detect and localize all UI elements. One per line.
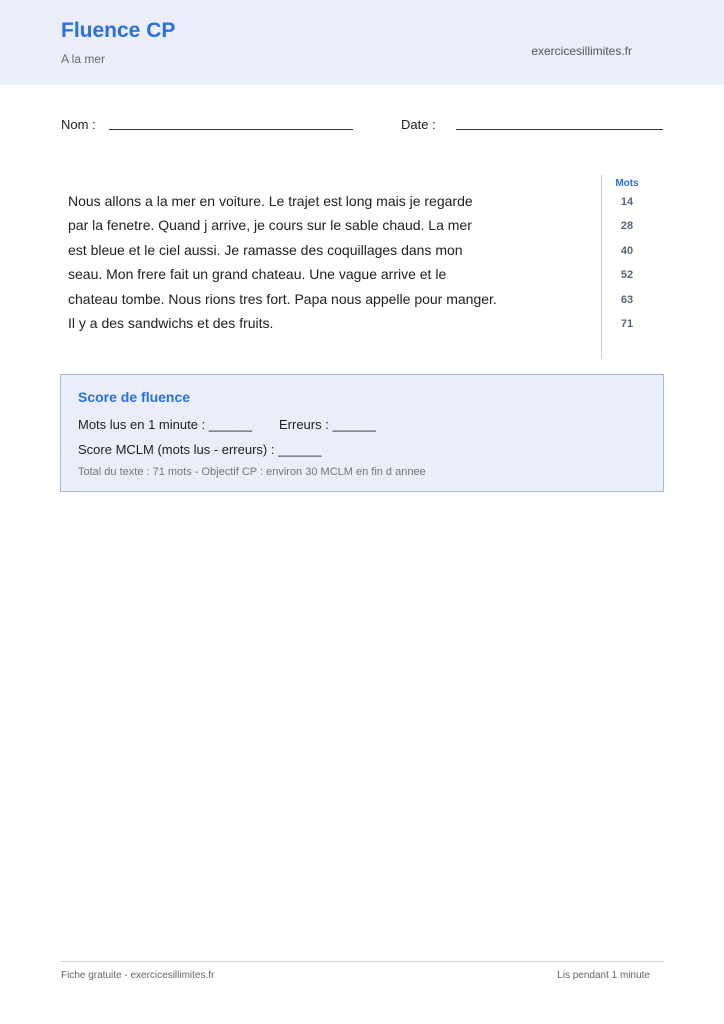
mclm-score-field: Score MCLM (mots lus - erreurs) : ______	[78, 442, 322, 457]
page-header	[0, 0, 724, 85]
footer-right: Lis pendant 1 minute	[557, 970, 650, 981]
word-count: 63	[620, 293, 634, 306]
word-count: 71	[620, 317, 634, 330]
score-note: Total du texte : 71 mots - Objectif CP : environ 30 MCLM en fin d annee	[78, 466, 426, 478]
word-count-divider	[601, 175, 602, 359]
name-line	[109, 129, 353, 130]
date-line	[456, 129, 663, 130]
word-count: 14	[620, 196, 634, 208]
word-count: 52	[620, 269, 634, 282]
words-read-field: Mots lus en 1 minute : ______	[78, 417, 253, 432]
score-box	[60, 374, 664, 492]
text-line: Il y a des sandwichs et des fruits.	[68, 314, 274, 331]
word-count-header: Mots	[615, 178, 639, 189]
text-line: est bleue et le ciel aussi. Je ramasse des coquillages dans mon	[68, 241, 463, 258]
text-line: chateau tombe. Nous rions tres fort. Papa nous appelle pour manger.	[68, 290, 497, 307]
errors-field: Erreurs : ______	[279, 417, 376, 432]
site-name: exercicesillimites.fr	[531, 44, 632, 58]
word-count: 28	[620, 220, 634, 233]
text-line: Nous allons a la mer en voiture. Le trajet est long mais je regarde	[68, 193, 473, 209]
name-label: Nom :	[61, 117, 96, 132]
footer-divider	[60, 961, 664, 962]
page-subtitle: A la mer	[61, 52, 106, 66]
footer-left: Fiche gratuite - exercicesillimites.fr	[61, 970, 215, 981]
date-label: Date :	[401, 117, 436, 132]
text-line: par la fenetre. Quand j arrive, je cours sur le sable chaud. La mer	[68, 217, 472, 234]
word-count-column	[612, 195, 642, 341]
text-line: seau. Mon frere fait un grand chateau. Une vague arrive et le	[68, 266, 447, 283]
score-title: Score de fluence	[78, 389, 191, 405]
reading-text	[68, 191, 588, 337]
word-count: 40	[620, 244, 634, 257]
page-title: Fluence CP	[61, 19, 176, 42]
